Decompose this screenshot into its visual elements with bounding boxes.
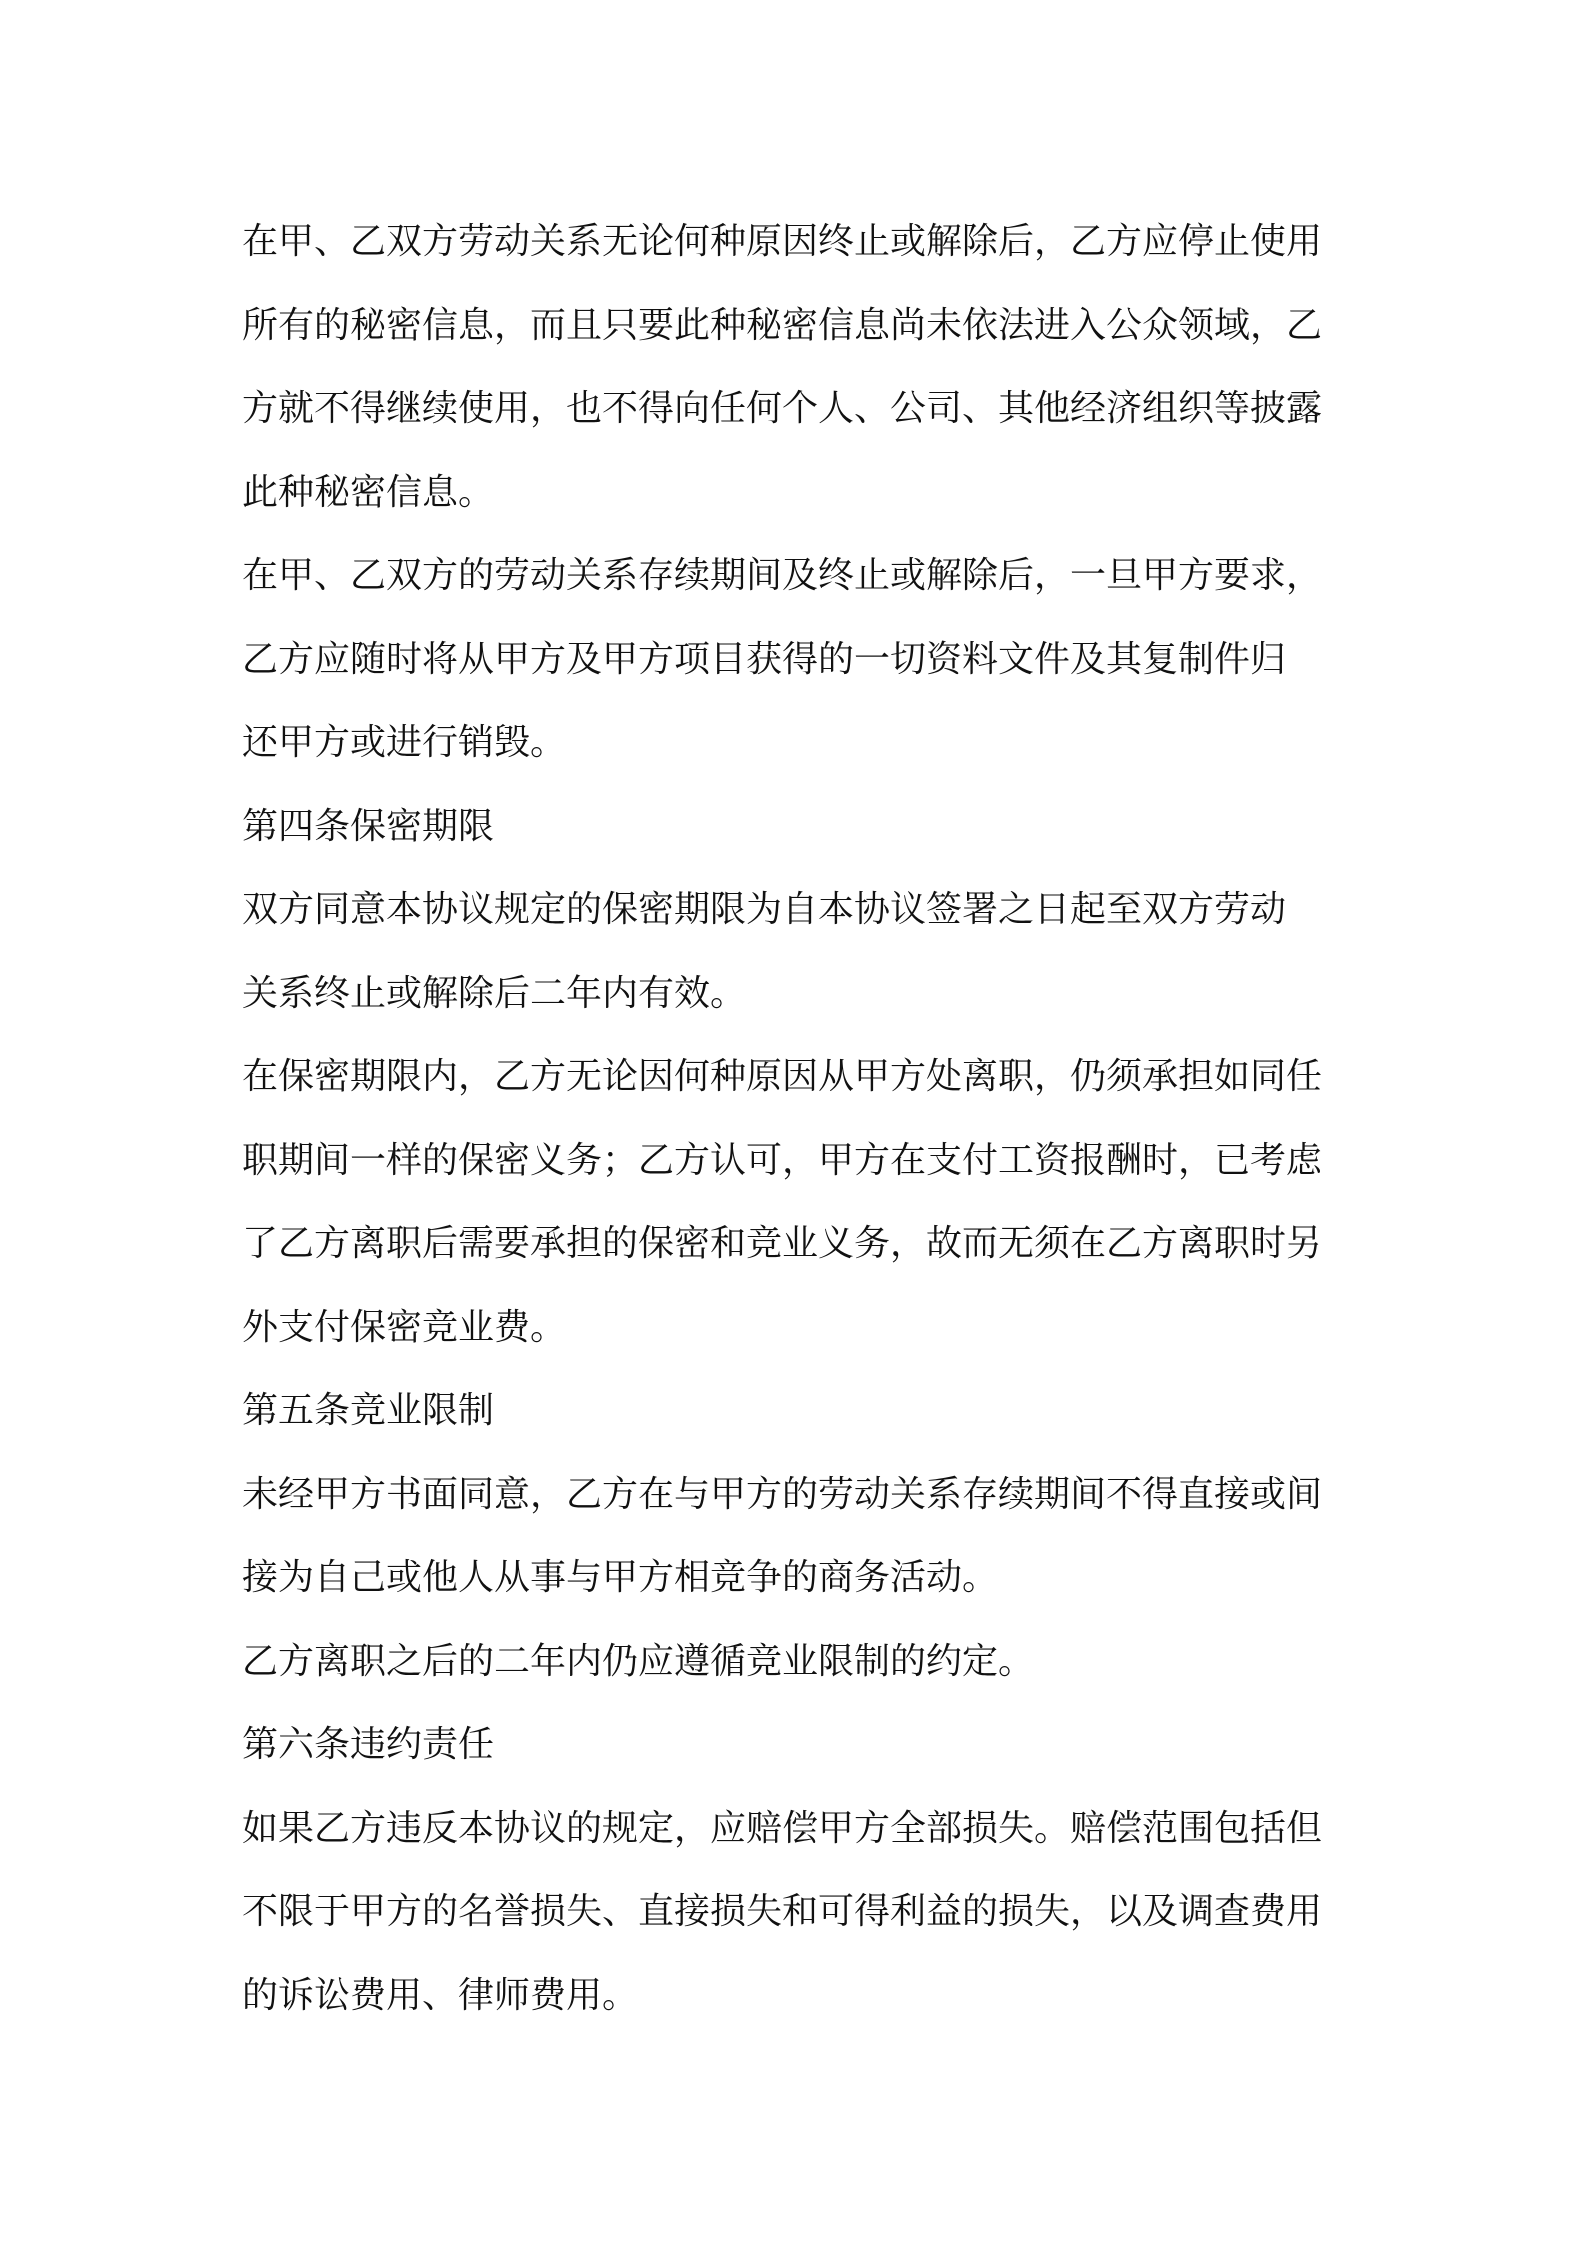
heading-text: 第四条保密期限 [242,805,495,847]
text-line: 在甲、乙双方的劳动关系存续期间及终止或解除后，一旦甲方要求， [242,555,1323,596]
text-line: 的诉讼费用、律师费用。 [242,1974,639,2016]
paragraph-confidentiality-period [242,868,1362,1035]
section-heading-article-6 [242,1703,1362,1787]
text-line: 不限于甲方的名誉损失、直接损失和可得利益的损失，以及调查费用 [242,1891,1323,1932]
paragraph-non-compete-during-employment [242,1453,1362,1620]
paragraph-termination-stop-use [242,200,1362,534]
text-line: 乙方应随时将从甲方及甲方项目获得的一切资料文件及其复制件归 [242,638,1287,680]
text-line: 双方同意本协议规定的保密期限为自本协议签署之日起至双方劳动 [242,889,1287,930]
paragraph-non-compete-after-departure [242,1620,1362,1704]
text-line: 职期间一样的保密义务；乙方认可，甲方在支付工资报酬时，已考虑 [242,1139,1323,1181]
text-line: 在保密期限内，乙方无论因何种原因从甲方处离职，仍须承担如同任 [242,1056,1323,1097]
text-line: 接为自己或他人从事与甲方相竞争的商务活动。 [242,1557,999,1598]
text-line: 外支付保密竞业费。 [242,1306,567,1348]
document-body [242,200,1362,2037]
section-heading-article-5 [242,1369,1362,1453]
heading-text: 第五条竞业限制 [242,1390,495,1431]
text-line: 关系终止或解除后二年内有效。 [242,972,747,1014]
paragraph-post-departure-obligation [242,1035,1362,1369]
text-line: 还甲方或进行销毁。 [242,722,567,763]
section-heading-article-4 [242,785,1362,869]
text-line: 未经甲方书面同意，乙方在与甲方的劳动关系存续期间不得直接或间 [242,1473,1323,1515]
text-line: 此种秘密信息。 [242,471,495,513]
text-line: 乙方离职之后的二年内仍应遵循竞业限制的约定。 [242,1640,1035,1682]
paragraph-return-materials [242,534,1362,785]
paragraph-liability-compensation [242,1787,1362,2038]
heading-text: 第六条违约责任 [242,1724,495,1765]
text-line: 方就不得继续使用，也不得向任何个人、公司、其他经济组织等披露 [242,388,1323,429]
text-line: 在甲、乙双方劳动关系无论何种原因终止或解除后，乙方应停止使用 [242,221,1323,262]
text-line: 如果乙方违反本协议的规定，应赔偿甲方全部损失。赔偿范围包括但 [242,1807,1323,1849]
text-line: 所有的秘密信息，而且只要此种秘密信息尚未依法进入公众领域，乙 [242,304,1323,346]
text-line: 了乙方离职后需要承担的保密和竞业义务，故而无须在乙方离职时另 [242,1223,1323,1264]
